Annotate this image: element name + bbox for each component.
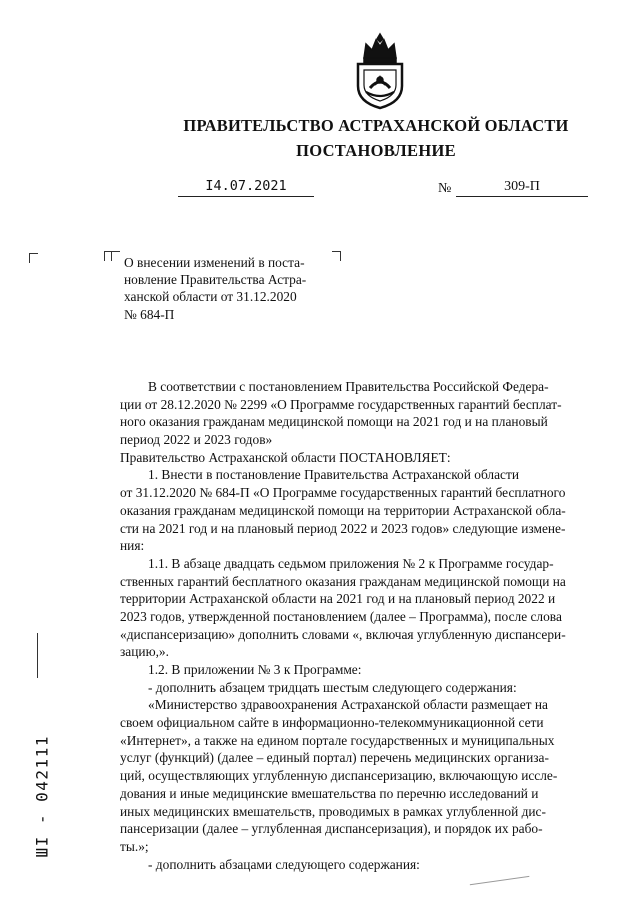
subject-line: О внесении изменений в поста- bbox=[124, 255, 305, 270]
body-line: ного оказания гражданам медицинской помощи на 2021 год и на плановый bbox=[120, 414, 548, 430]
body-line: сти на 2021 год и на плановый период 2022 и 2023 годов» следующие измене- bbox=[120, 520, 566, 536]
side-serial-code bbox=[30, 735, 54, 860]
body-line: период 2022 и 2023 годов» bbox=[120, 432, 273, 448]
body-line: от 31.12.2020 № 684-П «О Программе государственных гарантий бесплатного bbox=[120, 485, 566, 501]
body-line: ты.»; bbox=[120, 838, 149, 854]
body-line: 1.2. В приложении № 3 к Программе: bbox=[148, 662, 362, 677]
subject-corner-mark bbox=[111, 251, 120, 261]
side-serial-text: ШI - 042111 bbox=[32, 735, 52, 858]
body-line: - дополнить абзацами следующего содержания: bbox=[148, 856, 420, 872]
body-line: иных медицинских вмешательств, проводимых в рамках углубленной дис- bbox=[120, 803, 546, 819]
margin-rule bbox=[37, 633, 38, 678]
date-underline bbox=[178, 196, 314, 197]
body-line: 1.1. В абзаце двадцать седьмом приложения № 2 к Программе государ- bbox=[148, 555, 554, 571]
coat-of-arms-icon bbox=[350, 30, 410, 110]
body-line: «Интернет», а также на едином портале государственных и муниципальных bbox=[120, 732, 555, 748]
body-line: зацию,». bbox=[120, 644, 169, 660]
body-line: своем официальном сайте в информационно-телекоммуникационной сети bbox=[120, 715, 544, 731]
body-line: ции от 28.12.2020 № 2299 «О Программе государственных гарантий бесплат- bbox=[120, 396, 562, 412]
body-line: оказания гражданам медицинской помощи на территории Астраханской обла- bbox=[120, 502, 566, 518]
body-line: 1. Внести в постановление Правительства Астраханской области bbox=[148, 467, 520, 483]
body-line: дования и иные медицинские вмешательства по перечню исследований и bbox=[120, 785, 539, 801]
body-line: 2023 годов, утвержденной постановлением (далее – Программа), после слова bbox=[120, 608, 562, 624]
document-date: I4.07.2021 bbox=[205, 178, 287, 194]
subject-block bbox=[124, 254, 339, 323]
subject-line: ханской области от 31.12.2020 bbox=[124, 289, 297, 305]
subject-line: новление Правительства Астра- bbox=[124, 272, 307, 288]
body-line: услуг (функций) (далее – единый портал) перечень медицинских организа- bbox=[120, 750, 549, 766]
number-underline bbox=[456, 196, 588, 197]
body-line: ния: bbox=[120, 538, 145, 554]
body-line: территории Астраханской области на 2021 год и на плановый период 2022 и bbox=[120, 591, 556, 607]
body-line: «диспансеризацию» дополнить словами «, включая углубленную диспансери- bbox=[120, 626, 566, 642]
number-sign: № bbox=[438, 181, 452, 196]
body-line: «Министерство здравоохранения Астраханской области размещает на bbox=[148, 697, 548, 713]
body-line: Правительство Астраханской области ПОСТАНОВЛЯЕТ: bbox=[120, 449, 451, 465]
subject-line: № 684-П bbox=[124, 306, 175, 322]
body-line: В соответствии с постановлением Правительства Российской Федера- bbox=[148, 379, 549, 394]
body-text bbox=[120, 378, 608, 873]
margin-corner-mark bbox=[29, 253, 38, 263]
document-type: ПОСТАНОВЛЕНИЕ bbox=[296, 141, 456, 160]
organization-title: ПРАВИТЕЛЬСТВО АСТРАХАНСКОЙ ОБЛАСТИ bbox=[183, 116, 569, 135]
body-line: ственных гарантий бесплатного оказания гражданам медицинской помощи на bbox=[120, 573, 566, 589]
body-line: пансеризации (далее – углубленная диспансеризация), и порядок их рабо- bbox=[120, 821, 543, 837]
document-number: 309-П bbox=[504, 179, 540, 194]
body-line: ций, осуществляющих углубленную диспансеризацию, включающую иссле- bbox=[120, 768, 558, 784]
body-line: - дополнить абзацем тридцать шестым следующего содержания: bbox=[148, 679, 517, 695]
scan-artifact bbox=[470, 876, 530, 891]
